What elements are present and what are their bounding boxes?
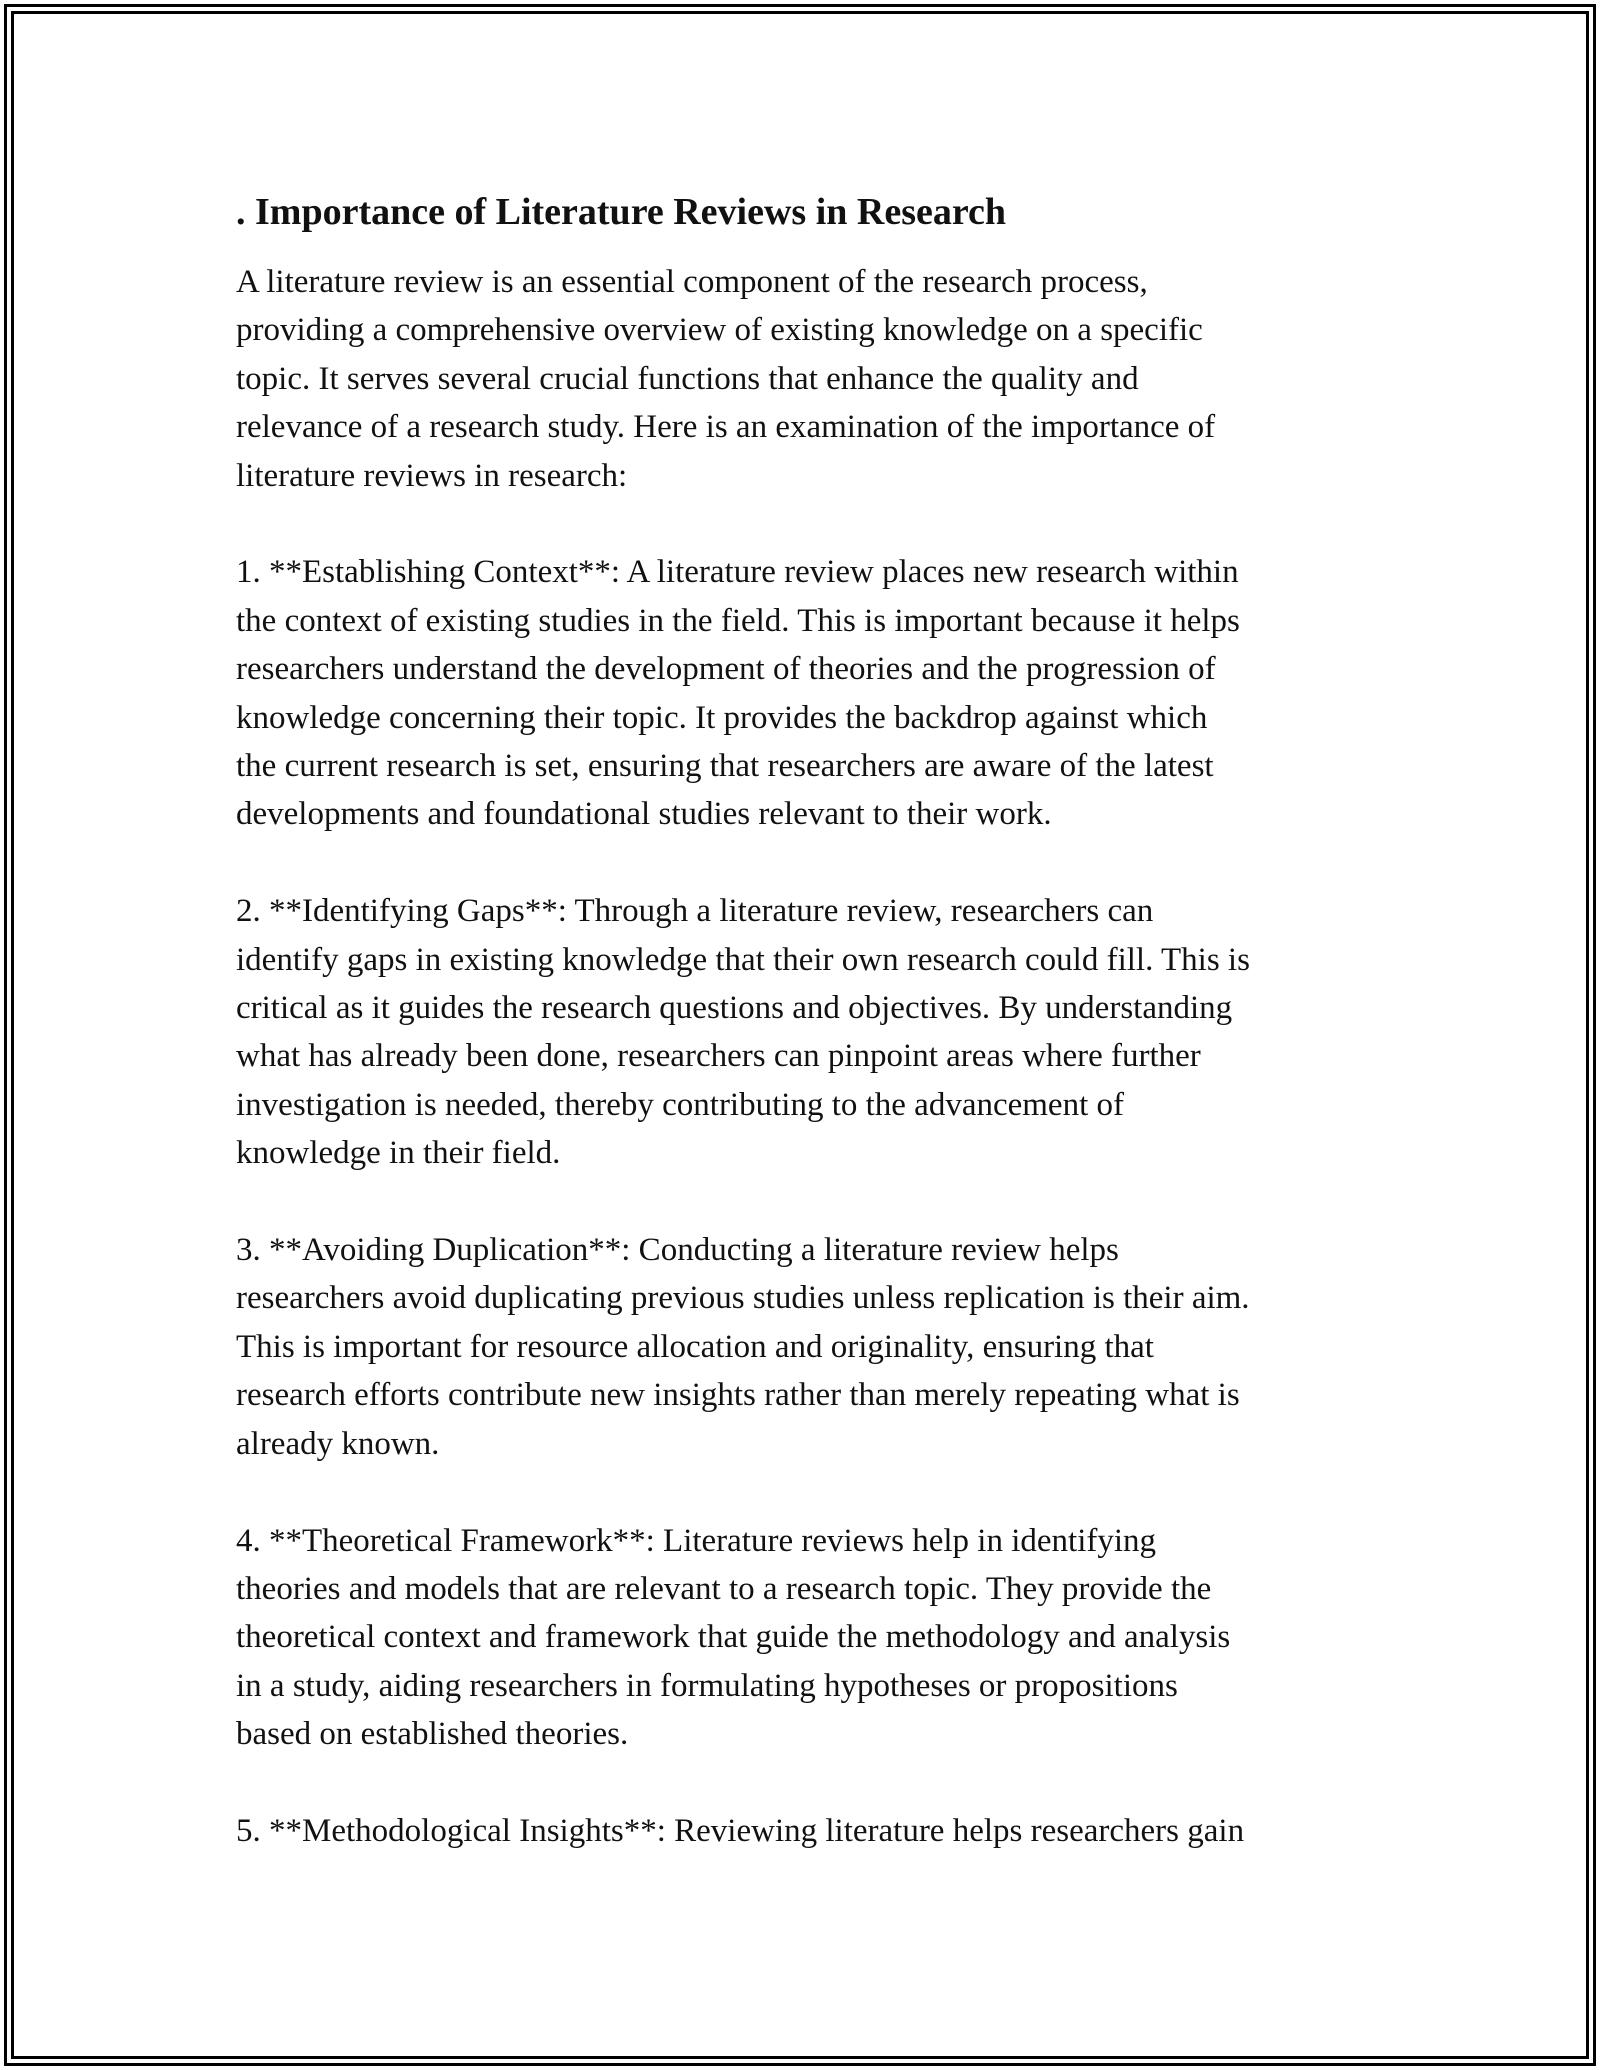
paragraph-line: identify gaps in existing knowledge that their own research could fill. This is xyxy=(236,941,1250,978)
paragraph xyxy=(236,548,1376,838)
paragraph-line: A literature review is an essential component of the research process, xyxy=(236,264,1148,300)
paragraph xyxy=(236,258,1376,500)
paragraph-line: theoretical context and framework that guide the methodology and analysis xyxy=(236,1619,1231,1656)
paragraph-line: 1. **Establishing Context**: A literature review places new research within xyxy=(236,554,1239,591)
paragraph-line: 4. **Theoretical Framework**: Literature reviews help in identifying xyxy=(236,1522,1157,1559)
paragraph-line: developments and foundational studies relevant to their work. xyxy=(236,796,1052,833)
paragraph-line: knowledge in their field. xyxy=(236,1135,561,1172)
paragraph-line: critical as it guides the research questions and objectives. By understanding xyxy=(236,990,1233,1027)
paragraph-line: topic. It serves several crucial functions that enhance the quality and xyxy=(236,360,1139,397)
paragraph xyxy=(236,887,1376,1177)
paragraph-line: researchers understand the development of theories and the progression of xyxy=(236,651,1216,688)
paragraph-line: what has already been done, researchers can pinpoint areas where further xyxy=(236,1038,1201,1075)
paragraph-line: research efforts contribute new insights rather than merely repeating what is xyxy=(236,1377,1240,1414)
paragraph xyxy=(236,1807,1376,1855)
paragraph-line: investigation is needed, thereby contributing to the advancement of xyxy=(236,1086,1124,1123)
paragraph-line: theories and models that are relevant to a research topic. They provide the xyxy=(236,1570,1212,1607)
paragraph-line: researchers avoid duplicating previous studies unless replication is their aim. xyxy=(236,1280,1250,1317)
paragraph-line: literature reviews in research: xyxy=(236,457,628,494)
paragraph-line: providing a comprehensive overview of existing knowledge on a specific xyxy=(236,312,1203,349)
paragraph-line: the current research is set, ensuring that researchers are aware of the latest xyxy=(236,748,1214,785)
paragraph-line: based on established theories. xyxy=(236,1716,629,1753)
paragraph-line: 5. **Methodological Insights**: Reviewing literature helps researchers gain xyxy=(236,1812,1245,1849)
paragraph xyxy=(236,1226,1376,1468)
document-body xyxy=(236,186,1376,1904)
paragraph-list xyxy=(236,258,1376,1855)
paragraph-line: in a study, aiding researchers in formulating hypotheses or propositions xyxy=(236,1667,1178,1704)
paragraph xyxy=(236,1517,1376,1759)
paragraph-line: already known. xyxy=(236,1425,440,1462)
paragraph-line: relevance of a research study. Here is an examination of the importance of xyxy=(236,409,1216,446)
paragraph-line: This is important for resource allocation and originality, ensuring that xyxy=(236,1328,1154,1365)
paragraph-line: knowledge concerning their topic. It provides the backdrop against which xyxy=(236,699,1208,736)
document-title: . Importance of Literature Reviews in Research xyxy=(236,191,1007,233)
paragraph-line: 2. **Identifying Gaps**: Through a literature review, researchers can xyxy=(236,893,1154,930)
paragraph-line: 3. **Avoiding Duplication**: Conducting a literature review helps xyxy=(236,1232,1119,1269)
paragraph-line: the context of existing studies in the field. This is important because it helps xyxy=(236,602,1240,639)
